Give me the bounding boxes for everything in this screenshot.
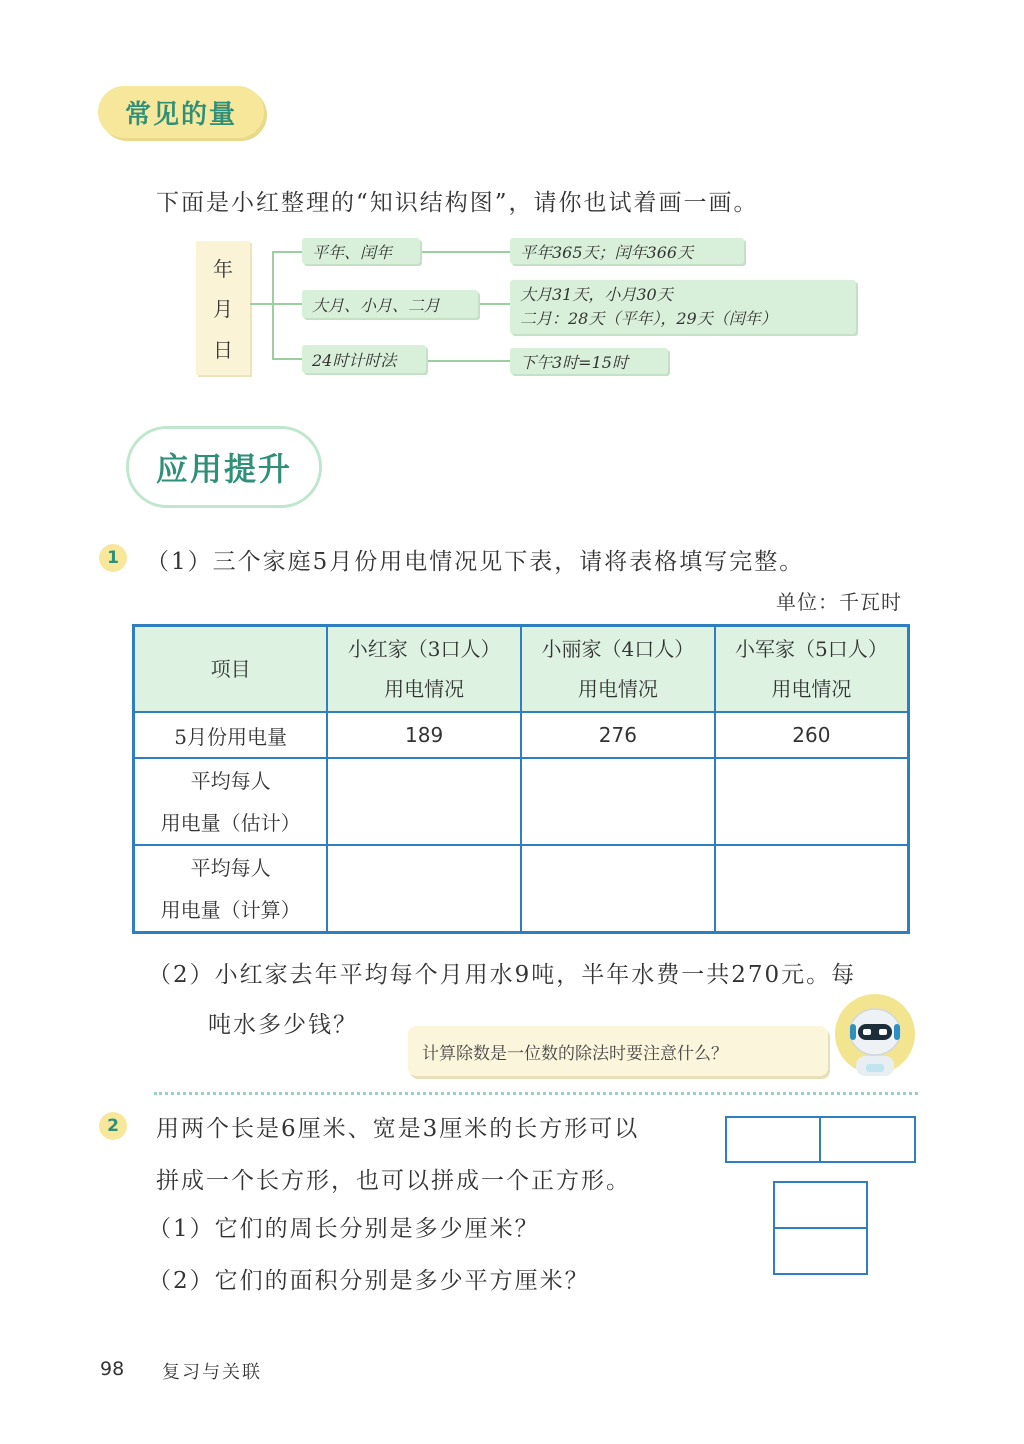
map-connector (272, 303, 302, 305)
rectangle-piece (773, 1181, 868, 1229)
map-connector (478, 303, 510, 305)
map-root (196, 241, 250, 375)
header-line: 用电情况 (577, 677, 658, 701)
row-label-line: 用电量（估计） (160, 810, 301, 835)
q1-part1-text: （1）三个家庭5月份用电情况见下表，请将表格填写完整。 (146, 549, 805, 575)
footer-label: 复习与关联 (162, 1362, 262, 1383)
table-header-cell (521, 626, 715, 713)
table-cell: 260 (715, 712, 909, 758)
map-detail-month-days (510, 280, 856, 334)
map-detail-line: 大月31天，小月30天 (520, 285, 673, 304)
blank-answer-cell[interactable] (521, 845, 715, 933)
row-label (134, 758, 328, 845)
unit-label: 单位：千瓦时 (776, 590, 902, 614)
table-header-item: 项目 (134, 626, 328, 713)
intro-text: 下面是小红整理的“知识结构图”，请你也试着画一画。 (156, 190, 759, 216)
row-label-line: 平均每人 (190, 855, 271, 880)
blank-answer-cell[interactable] (715, 845, 909, 933)
question-number-badge: 2 (99, 1112, 127, 1140)
q1-part2-line1: （2）小红家去年平均每个月用水9吨，半年水费一共270元。每 (148, 962, 857, 988)
header-line: 用电情况 (384, 677, 465, 701)
q2-sub2: （2）它们的面积分别是多少平方厘米？ (148, 1268, 590, 1294)
row-label-line: 用电量（计算） (160, 897, 301, 922)
header-line: 小丽家（4口人） (541, 637, 695, 661)
question-number-badge: 1 (99, 544, 127, 572)
map-detail-line: 二月：28天（平年），29天（闰年） (520, 309, 777, 328)
map-connector (272, 358, 302, 360)
blank-answer-cell[interactable] (715, 758, 909, 845)
map-connector (250, 303, 272, 305)
map-connector (272, 251, 274, 359)
table-header-cell (327, 626, 521, 713)
rectangle-piece (819, 1116, 916, 1163)
map-detail-year-days: 平年365天；闰年366天 (510, 238, 744, 264)
blank-answer-cell[interactable] (327, 845, 521, 933)
map-root-char-month: 月 (213, 297, 233, 322)
table-row (134, 845, 909, 933)
row-label: 5月份用电量 (134, 712, 328, 758)
q2-line1: 用两个长是6厘米、宽是3厘米的长方形可以 (156, 1116, 640, 1142)
q1-part2-line2: 吨水多少钱？ (208, 1012, 358, 1038)
map-root-char-day: 日 (213, 338, 233, 363)
blank-answer-cell[interactable] (327, 758, 521, 845)
hint-speech-bubble: 计算除数是一位数的除法时要注意什么？ (408, 1026, 828, 1076)
rectangle-piece (725, 1116, 821, 1163)
table-row (134, 712, 909, 758)
q2-line2: 拼成一个长方形，也可以拼成一个正方形。 (156, 1168, 631, 1194)
map-connector (426, 360, 510, 362)
q2-sub1: （1）它们的周长分别是多少厘米？ (148, 1216, 540, 1242)
map-connector (420, 251, 510, 253)
section-title-application: 应用提升 (126, 426, 322, 508)
electricity-usage-table (132, 624, 910, 934)
map-branch-24h-clock: 24时计时法 (302, 345, 426, 373)
header-line: 小红家（3口人） (347, 637, 501, 661)
section-divider (154, 1092, 918, 1095)
header-line: 用电情况 (771, 677, 852, 701)
map-branch-month-types: 大月、小月、二月 (302, 290, 478, 318)
table-cell: 189 (327, 712, 521, 758)
blank-answer-cell[interactable] (521, 758, 715, 845)
section-title-common-quantities: 常见的量 (98, 86, 264, 138)
table-header-row (134, 626, 909, 713)
robot-mascot-icon (832, 994, 918, 1080)
header-line: 小军家（5口人） (734, 637, 888, 661)
map-connector (272, 251, 302, 253)
map-detail-time: 下午3时=15时 (510, 348, 668, 374)
row-label-line: 平均每人 (190, 768, 271, 793)
table-cell: 276 (521, 712, 715, 758)
map-root-char-year: 年 (213, 256, 233, 281)
table-row (134, 758, 909, 845)
page-number: 98 (100, 1358, 125, 1380)
table-header-cell (715, 626, 909, 713)
map-branch-leap-year: 平年、闰年 (302, 238, 420, 264)
rectangle-piece (773, 1227, 868, 1275)
row-label (134, 845, 328, 933)
